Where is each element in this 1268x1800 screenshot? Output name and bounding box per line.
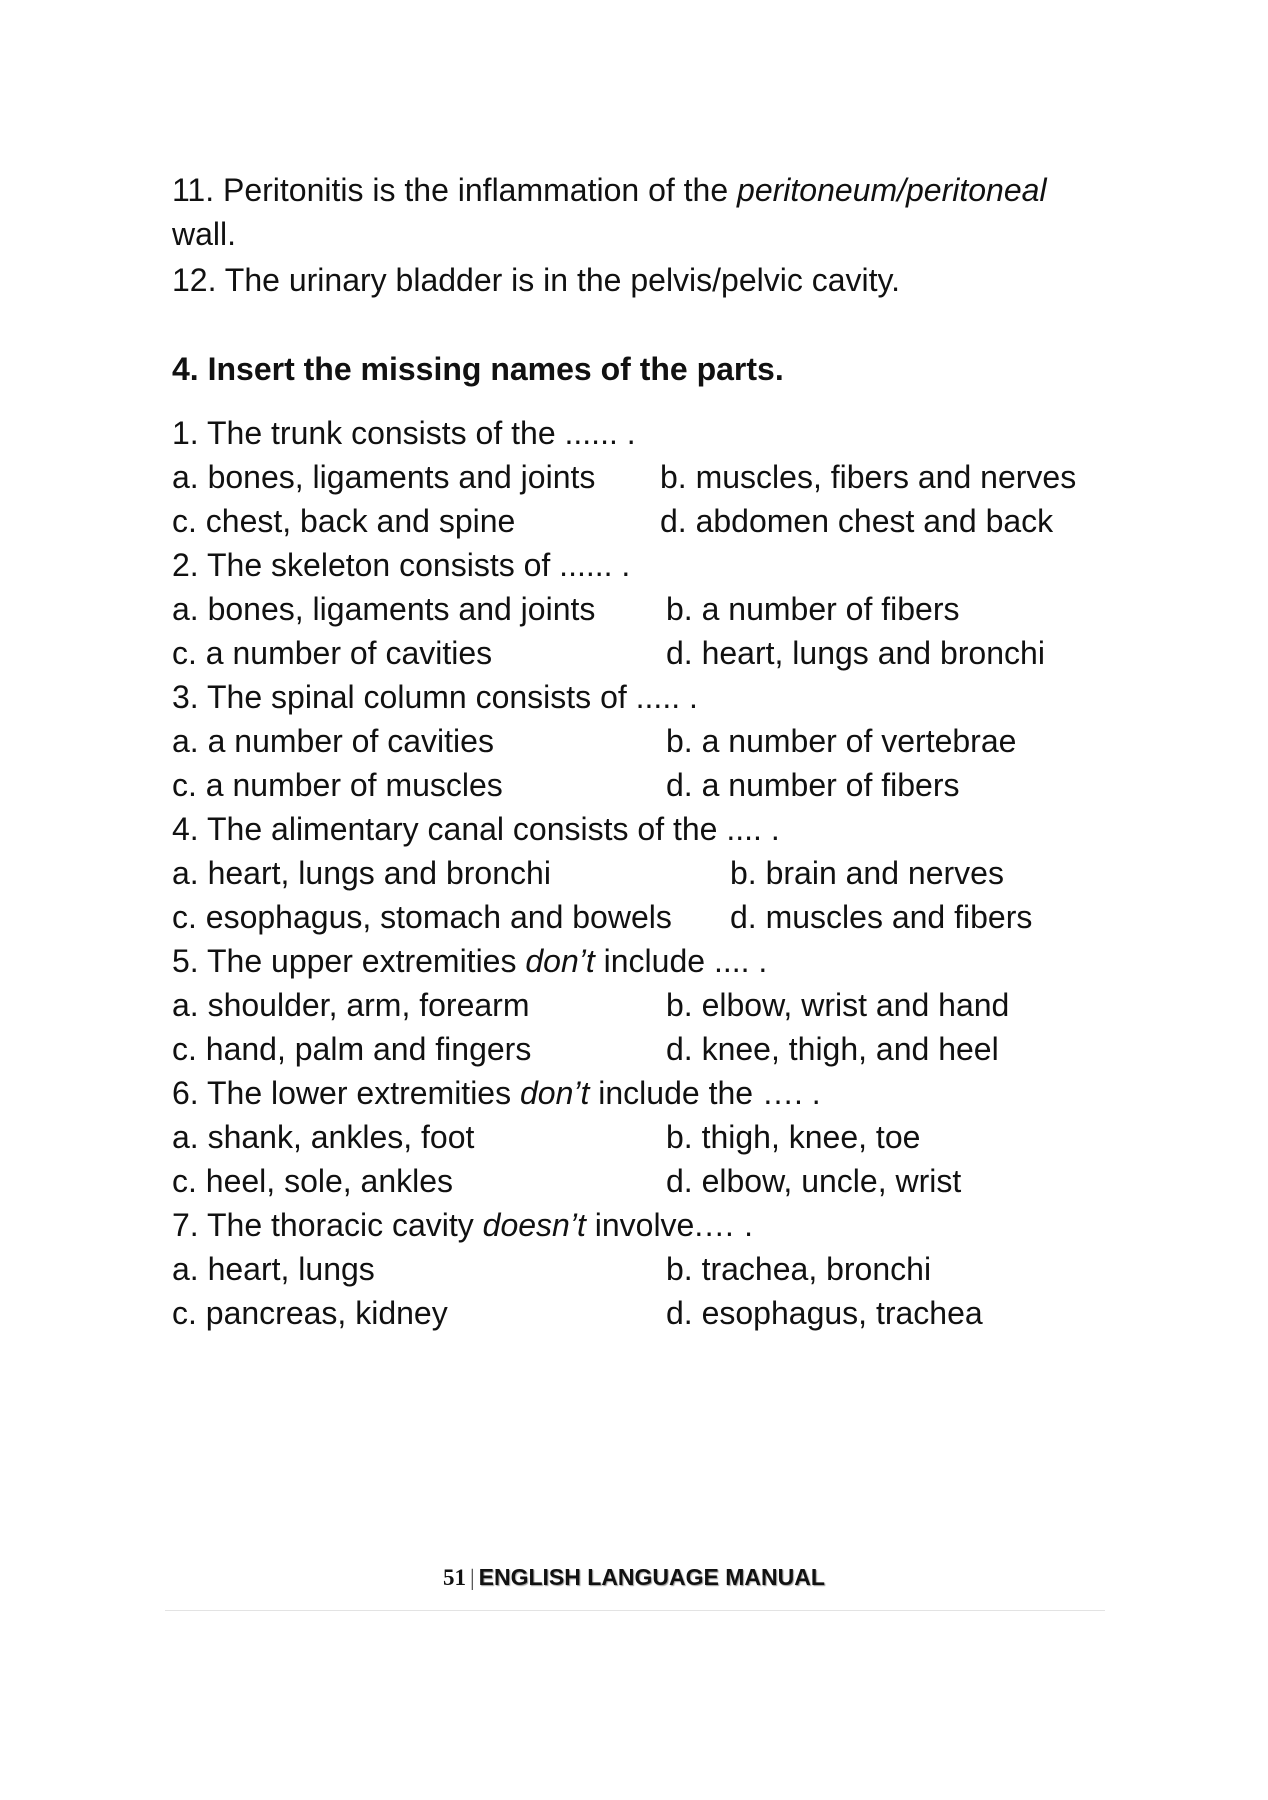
question-5-stem-post: include .... . [594, 943, 768, 979]
question-3-option-c: c. a number of muscles [172, 767, 503, 803]
question-7-option-a: a. heart, lungs [172, 1251, 375, 1287]
question-7-stem-post: involve.… . [585, 1207, 754, 1243]
question-4-option-a: a. heart, lungs and bronchi [172, 855, 551, 891]
question-6-option-a: a. shank, ankles, foot [172, 1119, 475, 1155]
footer-title: ENGLISH LANGUAGE MANUAL [478, 1564, 825, 1590]
question-2-stem: 2. The skeleton consists of ...... . [172, 547, 631, 583]
section-heading: 4. Insert the missing names of the parts. [172, 351, 784, 387]
question-2-option-c: c. a number of cavities [172, 635, 493, 671]
question-2-option-a: a. bones, ligaments and joints [172, 591, 596, 627]
footer-divider [165, 1610, 1105, 1611]
question-3-option-a: a. a number of cavities [172, 723, 494, 759]
question-7-option-d: d. esophagus, trachea [666, 1295, 983, 1331]
question-7-stem-emphasis: doesn’t [482, 1207, 586, 1243]
question-4-option-c: c. esophagus, stomach and bowels [172, 899, 672, 935]
question-3-option-d: d. a number of fibers [666, 767, 960, 803]
page-number: 51 [443, 1565, 467, 1590]
question-6-option-b: b. thigh, knee, toe [666, 1119, 921, 1155]
question-5-option-b: b. elbow, wrist and hand [666, 987, 1010, 1023]
question-6-option-d: d. elbow, uncle, wrist [666, 1163, 962, 1199]
item-11-italic-term: peritoneum/peritoneal [737, 172, 1047, 208]
question-5-option-a: a. shoulder, arm, forearm [172, 987, 530, 1023]
page-footer [0, 1562, 1268, 1593]
question-1-option-d: d. abdomen chest and back [660, 503, 1054, 539]
question-5-option-d: d. knee, thigh, and heel [666, 1031, 999, 1067]
question-5-stem-emphasis: don’t [525, 943, 595, 979]
question-2-option-b: b. a number of fibers [666, 591, 960, 627]
question-1-option-c: c. chest, back and spine [172, 503, 516, 539]
item-11-text: 11. Peritonitis is the inflammation of the [172, 172, 738, 208]
question-4-stem: 4. The alimentary canal consists of the .... . [172, 811, 780, 847]
question-3-stem: 3. The spinal column consists of ..... . [172, 679, 698, 715]
question-6-option-c: c. heel, sole, ankles [172, 1163, 454, 1199]
question-7-option-c: c. pancreas, kidney [172, 1295, 448, 1331]
question-7-option-b: b. trachea, bronchi [666, 1251, 932, 1287]
item-11-line-2: wall. [172, 216, 237, 252]
question-2-option-d: d. heart, lungs and bronchi [666, 635, 1045, 671]
question-4-option-d: d. muscles and fibers [730, 899, 1033, 935]
question-6-stem-emphasis: don’t [519, 1075, 590, 1111]
question-3-option-b: b. a number of vertebrae [666, 723, 1017, 759]
question-5-stem-pre: 5. The upper extremities [172, 943, 526, 979]
question-1-option-a: a. bones, ligaments and joints [172, 459, 596, 495]
question-1-option-b: b. muscles, fibers and nerves [660, 459, 1077, 495]
question-4-option-b: b. brain and nerves [730, 855, 1004, 891]
question-7-stem-pre: 7. The thoracic cavity [172, 1207, 483, 1243]
question-5-option-c: c. hand, palm and fingers [172, 1031, 532, 1067]
question-6-stem-pre: 6. The lower extremities [172, 1075, 520, 1111]
question-6-stem [172, 1073, 821, 1113]
question-7-stem [172, 1205, 753, 1245]
question-6-stem-post: include the …. . [589, 1075, 821, 1111]
footer-separator: | [470, 1565, 475, 1590]
item-11-line-1 [172, 170, 1047, 210]
question-5-stem [172, 941, 767, 981]
item-12: 12. The urinary bladder is in the pelvis/pelvic cavity. [172, 262, 901, 298]
question-1-stem: 1. The trunk consists of the ...... . [172, 415, 636, 451]
